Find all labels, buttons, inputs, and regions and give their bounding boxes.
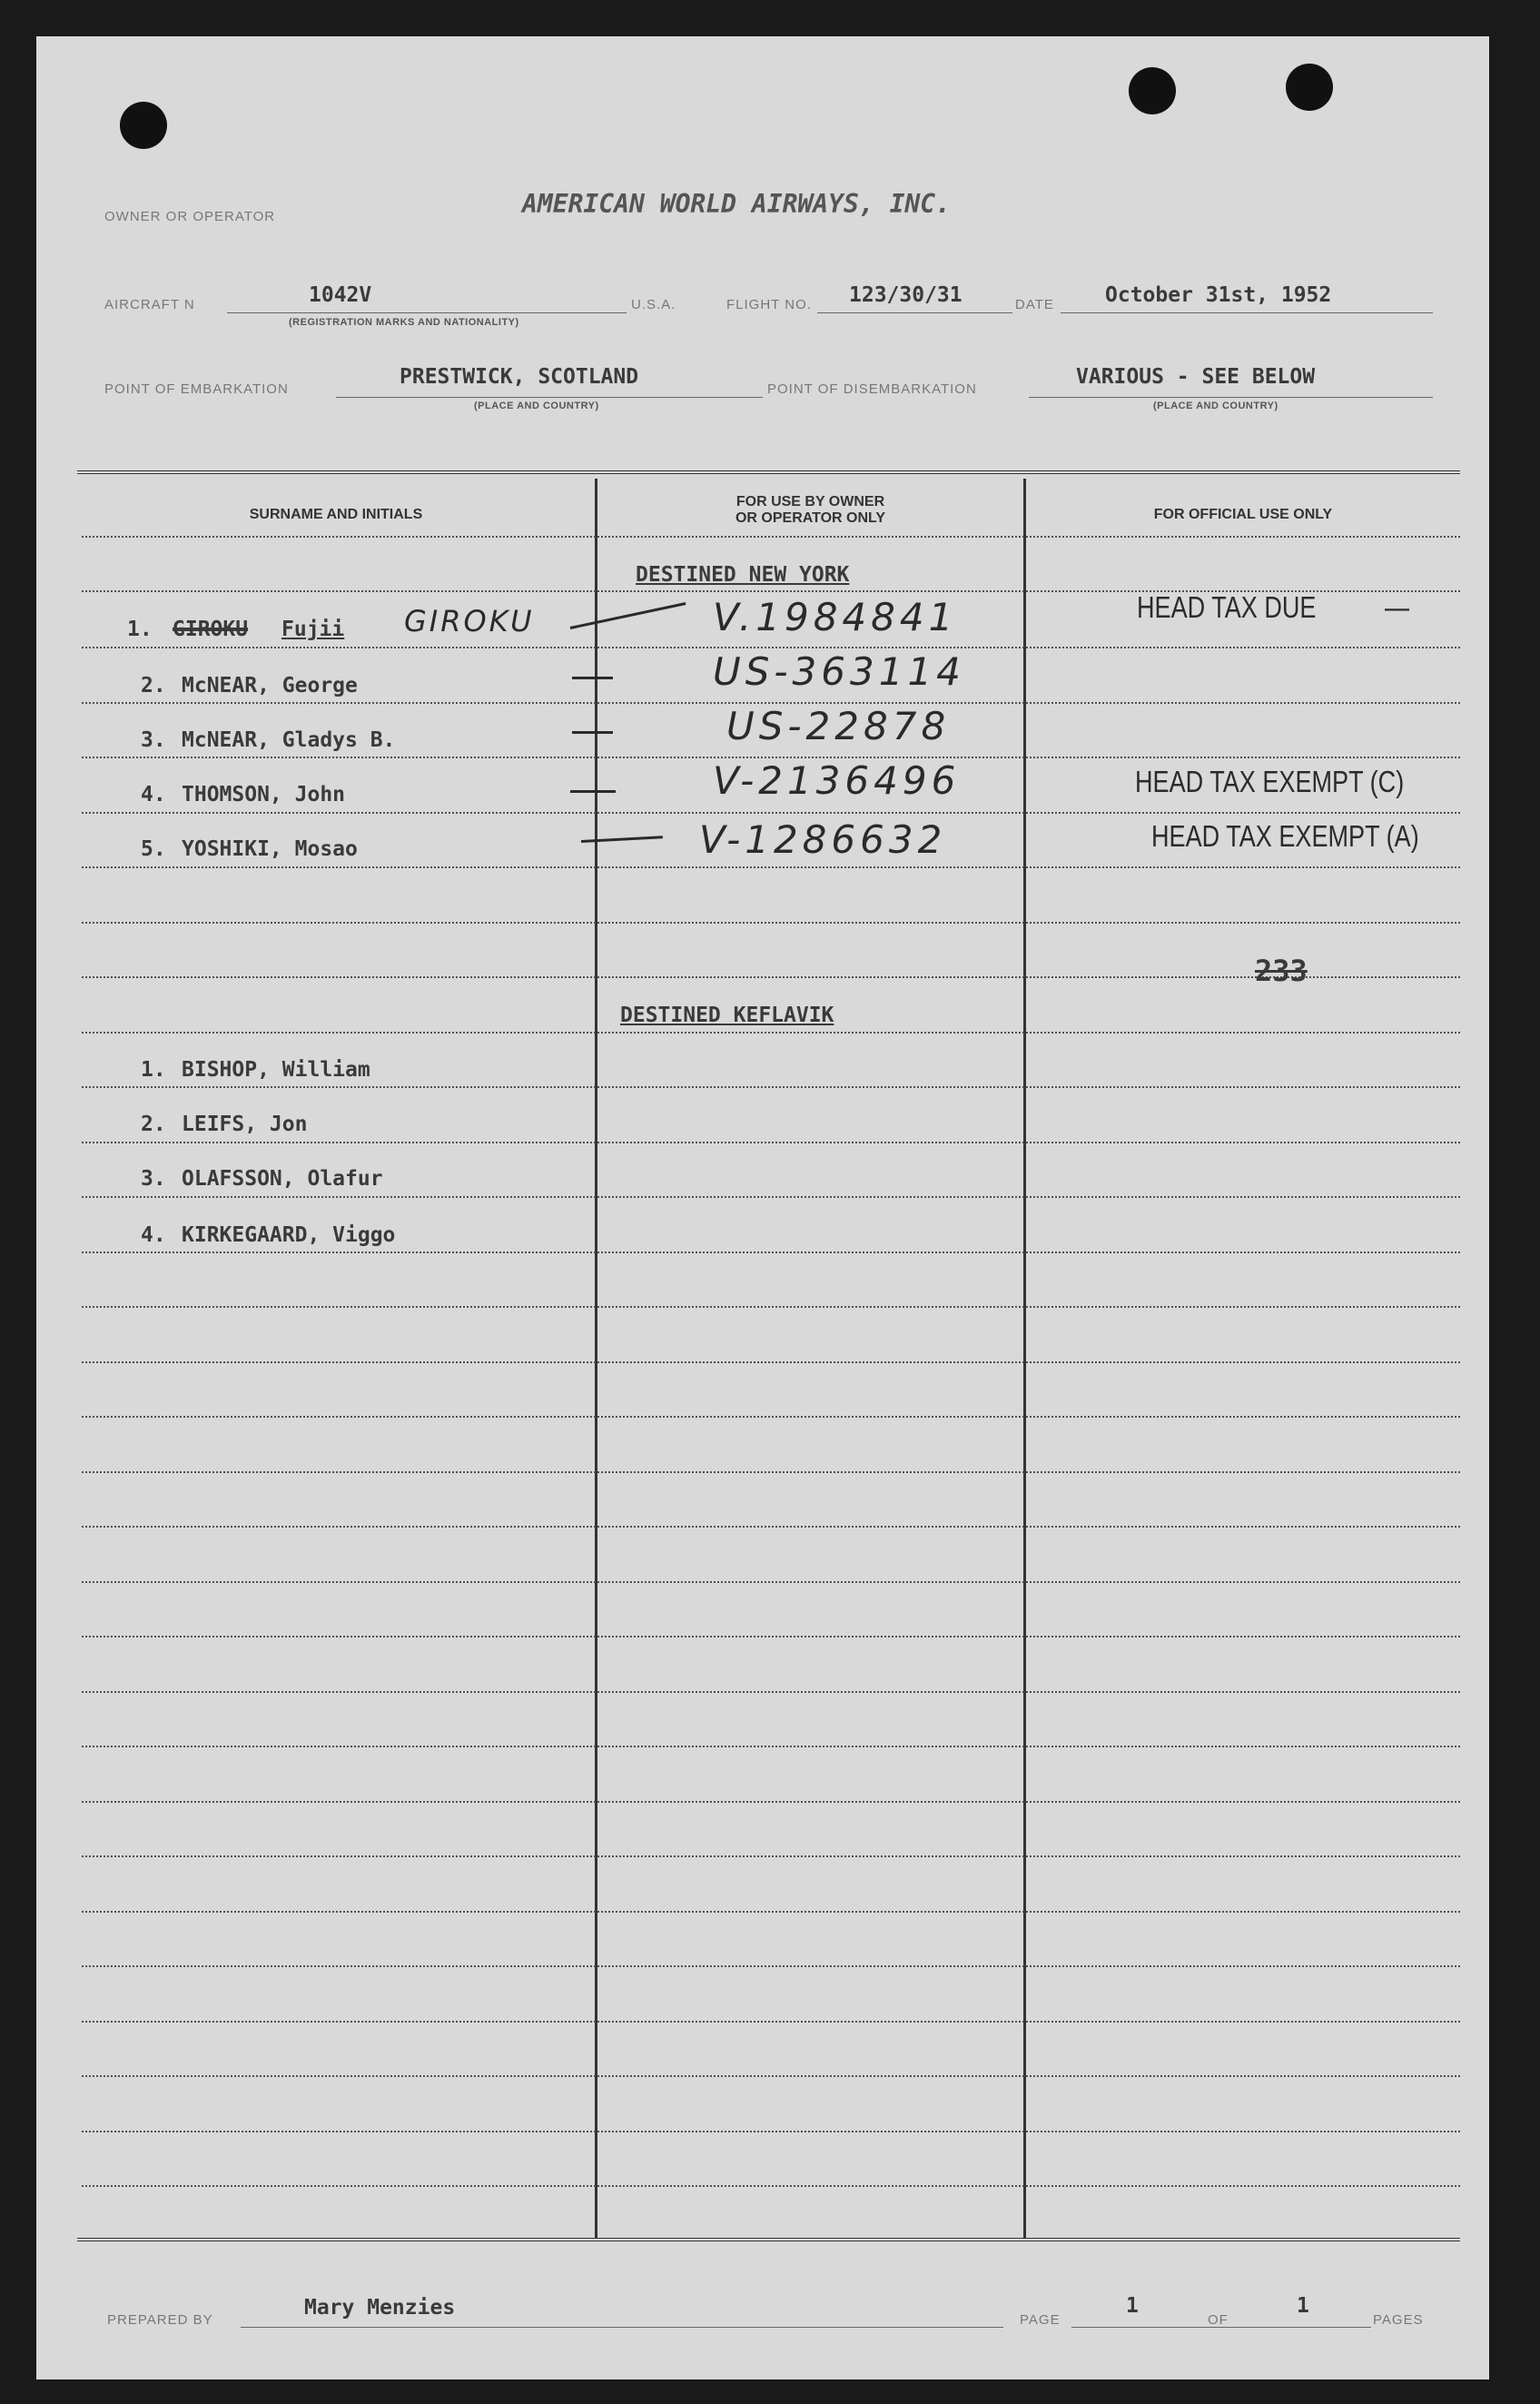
row-rule [82,1691,1460,1693]
row-rule [82,812,1460,814]
prepared-by-line [241,2327,1003,2328]
page-line [1071,2327,1371,2328]
row-rule [82,2131,1460,2132]
row-rule [82,2021,1460,2023]
passenger-name: YOSHIKI, Mosao [182,837,358,861]
disembark-value: VARIOUS - SEE BELOW [1076,365,1316,389]
usa-label: U.S.A. [631,297,676,312]
aircraft-line [227,312,627,313]
col3-heading: FOR OFFICIAL USE ONLY [1153,507,1333,522]
passenger-number: 3. [141,1167,166,1191]
document-number: V.1984841 [713,595,958,639]
date-line [1061,312,1433,313]
disembark-label: POINT OF DISEMBARKATION [767,381,977,397]
document-number: US-22878 [726,704,951,748]
col2-heading-line2: OR OPERATOR ONLY [735,510,886,526]
row-rule [82,1196,1460,1198]
handwritten-dash [572,731,613,734]
head-tax-due-mark: — [1385,590,1410,624]
owner-value: AMERICAN WORLD AIRWAYS, INC. [522,189,952,219]
row-rule [82,1251,1460,1253]
row-rule [82,647,1460,648]
passenger-name: THOMSON, John [182,783,346,806]
row-rule [82,1965,1460,1967]
row-rule [82,1526,1460,1528]
col2-heading [597,494,1023,527]
disembark-line [1029,397,1433,398]
table-top-rule [77,470,1460,474]
passenger-number: 5. [141,837,166,861]
row-rule [82,536,1460,538]
passenger-name: Fujii [281,618,345,641]
embark-label: POINT OF EMBARKATION [104,381,289,397]
prepared-by-label: PREPARED BY [107,2312,213,2328]
row-rule [82,1746,1460,1747]
passenger-number: 4. [141,1223,166,1247]
date-value: October 31st, 1952 [1105,283,1332,307]
date-label: DATE [1015,297,1054,312]
of-label: OF [1208,2312,1229,2328]
row-rule [82,1911,1460,1913]
row-rule [82,1361,1460,1363]
passenger-name: McNEAR, Gladys B. [182,728,396,752]
passenger-number: 1. [127,618,153,641]
head-tax-due-stamp: HEAD TAX DUE [1137,590,1317,624]
aircraft-number: 1042V [309,283,372,307]
table-bottom-rule [77,2238,1460,2241]
punch-hole [120,102,167,149]
embark-value: PRESTWICK, SCOTLAND [400,365,639,389]
row-rule [82,1306,1460,1308]
disembark-sub: (PLACE AND COUNTRY) [1153,401,1278,411]
column-divider [595,479,597,2238]
passenger-name: BISHOP, William [182,1058,370,1082]
page-value: 1 [1126,2294,1139,2318]
prepared-by-value: Mary Menzies [304,2296,456,2320]
row-rule [82,1855,1460,1857]
row-rule [82,922,1460,924]
aircraft-sub: (REGISTRATION MARKS AND NATIONALITY) [289,317,519,328]
row-rule [82,1801,1460,1803]
official-number: 233 [1255,954,1308,988]
row-rule [82,1416,1460,1418]
punch-hole [1129,67,1176,114]
document-number: V-2136496 [713,758,961,803]
handwritten-dash [570,790,616,793]
row-rule [82,976,1460,978]
flight-number: 123/30/31 [849,283,962,307]
col2-heading-line1: FOR USE BY OWNER [735,494,885,509]
punch-hole [1286,64,1333,111]
pages-label: PAGES [1373,2312,1424,2328]
row-rule [82,1471,1460,1473]
struck-name: GIROKU [173,618,249,641]
embark-sub: (PLACE AND COUNTRY) [474,401,599,411]
row-rule [82,1636,1460,1637]
row-rule [82,1142,1460,1143]
aircraft-label: AIRCRAFT N [104,297,195,312]
group2-heading: DESTINED KEFLAVIK [620,1004,834,1027]
flight-line [817,312,1012,313]
name-annotation: GIROKU [404,604,535,638]
row-rule [82,1086,1460,1088]
handwritten-dash [572,677,613,679]
passenger-number: 2. [141,674,166,697]
embark-line [336,397,763,398]
row-rule [82,2185,1460,2187]
passenger-name: OLAFSSON, Olafur [182,1167,383,1191]
owner-label: OWNER OR OPERATOR [104,209,276,224]
of-value: 1 [1297,2294,1309,2318]
row-rule [82,1581,1460,1583]
document-number: V-1286632 [699,817,947,862]
passenger-number: 2. [141,1113,166,1136]
passenger-number: 3. [141,728,166,752]
col1-heading: SURNAME AND INITIALS [249,507,423,522]
passenger-name: LEIFS, Jon [182,1113,308,1136]
column-divider [1023,479,1026,2238]
passenger-number: 1. [141,1058,166,1082]
head-tax-exempt-stamp: HEAD TAX EXEMPT (A) [1151,819,1419,853]
page-label: PAGE [1020,2312,1061,2328]
document-number: US-363114 [713,649,965,694]
passenger-name: KIRKEGAARD, Viggo [182,1223,396,1247]
row-rule [82,866,1460,868]
group1-heading: DESTINED NEW YORK [636,563,850,587]
flight-label: FLIGHT NO. [726,297,812,312]
row-rule [82,2075,1460,2077]
passenger-name: McNEAR, George [182,674,358,697]
head-tax-exempt-stamp: HEAD TAX EXEMPT (C) [1135,765,1405,798]
passenger-number: 4. [141,783,166,806]
row-rule [82,1032,1460,1034]
